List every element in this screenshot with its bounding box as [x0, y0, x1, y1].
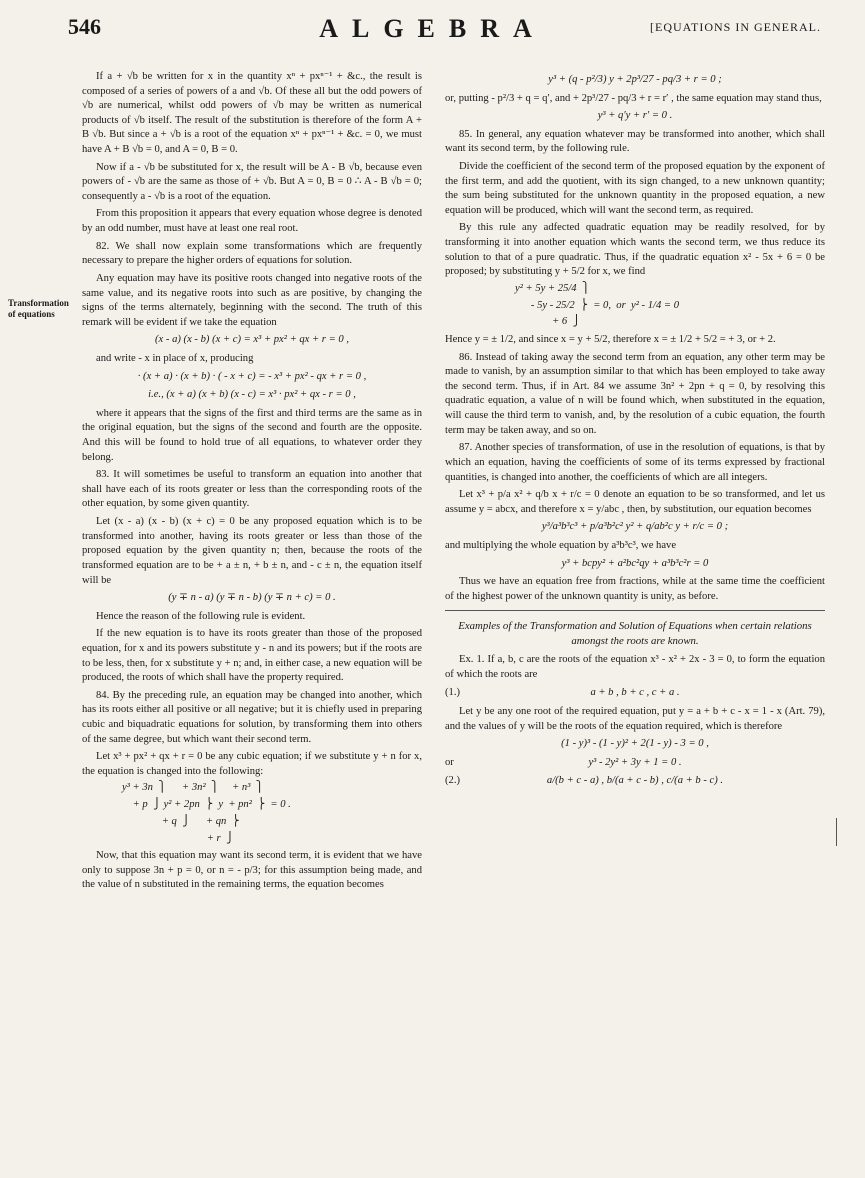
- equation: y² + 5y + 25/4 ⎫: [515, 282, 590, 294]
- equation: y³ + (q - p²/3) y + 2p³/27 - pq/3 + r = 0 ;: [548, 74, 722, 85]
- equation: a/(b + c - a) , b/(a + c - b) , c/(a + b - c) .: [546, 775, 724, 787]
- paragraph: From this proposition it appears that every equation whose degree is denoted by an odd number, must have at least one real root.: [82, 208, 422, 235]
- paragraph: Let x³ + px² + qx + r = 0 be any cubic equation; if we substitute y + n for x, the equation is changed into the following:: [82, 751, 422, 777]
- equation: y³/a³b³c³ + p/a³b²c² y² + q/ab²c y + r/c = 0 ;: [541, 521, 729, 533]
- equation: a + b , b + c , c + a .: [590, 687, 680, 699]
- paragraph: Ex. 1. If a, b, c are the roots of the equation x³ - x² + 2x - 3 = 0, to form the equation of which the roots are: [445, 654, 825, 680]
- labeled-equation: [445, 774, 825, 789]
- paragraph: 83. It will sometimes be useful to transform an equation into another that shall have each of its roots greater or less than the corresponding roots of the other equation, by some given quantity.: [82, 469, 422, 510]
- equation: (y ∓ n - a) (y ∓ n - b) (y ∓ n + c) = 0 .: [168, 592, 336, 604]
- paragraph: 84. By the preceding rule, an equation may be changed into another, which has its roots either all positive or all negative; but it is chiefly used in preparing cubic and biquadratic equations for solution, by transforming them into others of the same degree, but which want their second term.: [82, 689, 422, 745]
- paragraph: If a + √b be written for x in the quantity xⁿ + pxⁿ⁻¹ + &c., the result is composed of a series of powers of a and √b. Of these all but the odd powers of √b are numerical, whilst odd powers of √b may be written as numerical products of √b itself. The result of the substitution is therefore of the form A + B √b. But since a + √b is a root of the equation xⁿ + pxⁿ⁻¹ + &c. = 0, we must have A + B √b = 0, and A = 0, B = 0.: [82, 71, 422, 156]
- equation: (1 - y)³ - (1 - y)² + 2(1 - y) - 3 = 0 ,: [561, 738, 709, 750]
- right-column: [445, 70, 825, 793]
- equation: - 5y - 25/2 ⎬ = 0, or y² - 1/4 = 0: [515, 299, 680, 311]
- section-title: [EQUATIONS IN GENERAL.: [650, 20, 821, 34]
- paragraph: 82. We shall now explain some transformations which are frequently necessary to prepare the higher orders of equations for solution.: [82, 240, 422, 267]
- paragraph: Let (x - a) (x - b) (x + c) = 0 be any proposed equation which is to be transformed into another, having its roots greater or less than those of the proposed equation by the given quantity n; then, because the roots of the transformed equation are to be + a ± n, + b ± n, and - c ± n, the equation itself will be: [82, 516, 422, 586]
- equation: i.e., (x + a) (x + b) (x - c) = x³ · px² + qx - r = 0 ,: [148, 389, 356, 401]
- paragraph: Now if a - √b be substituted for x, the result will be A - B √b, because even powers of - √b are the same as those of + √b. But A = 0, B = 0 ∴ A - B √b = 0; consequently a - √b is a root of the equation.: [82, 161, 422, 202]
- paragraph: Now, that this equation may want its second term, it is evident that we have only to suppose 3n + p = 0, or n = - p/3; for this assumption being made, and the value of n substituted in the remaining terms, the equation becomes: [82, 850, 422, 891]
- paragraph: Let x³ + p/a x² + q/b x + r/c = 0 denote an equation to be so transformed, and let us assume y = abcx, and therefore x = y/abc , then, by substitution, our equation becomes: [445, 489, 825, 515]
- paragraph: Divide the coefficient of the second term of the proposed equation by the exponent of the first term, and add the quotient, with its sign changed, to a new unknown quantity; the sum being substituted for the unknown quantity in the proposed equation, a new equation will be produced, which will want the second term, as required.: [445, 161, 825, 216]
- equation-label: (2.): [445, 775, 461, 787]
- paragraph: Any equation may have its positive roots changed into negative roots of the same value, and its negative roots into such as are positive, by changing the signs of the terms alternately, beginning with the second. The truth of this remark will be evident if we take the equation: [82, 272, 422, 328]
- equation: + r ⎭: [122, 832, 234, 844]
- margin-note: Transformation of equations: [8, 298, 69, 319]
- paragraph: Hence y = ± 1/2, and since x = y + 5/2, therefore x = ± 1/2 + 5/2 = + 3, or + 2.: [445, 334, 776, 346]
- equation: y³ + q′y + r′ = 0 .: [597, 110, 673, 122]
- paragraph: where it appears that the signs of the first and third terms are the same as in the original equation, but the signs of the second and fourth are the opposite. And this will be found to hold true of all equations, to whatever order they belong.: [82, 407, 422, 463]
- paragraph: If the new equation is to have its roots greater than those of the proposed equation, for x and its powers substitute y - n and its powers; but if the roots are to be less, then, for x substitute y + n; and, in either case, a new equation will be produced, the roots of which shall have the property required.: [82, 628, 422, 684]
- labeled-equation: [445, 686, 825, 701]
- section-divider: [445, 610, 825, 611]
- page-header: [0, 14, 865, 54]
- paragraph: Let y be any one root of the required equation, put y = a + b + c - x = 1 - x (Art. 79), and the values of y will be the roots of the equation required, which is therefore: [445, 706, 825, 732]
- equation: y³ + 3n ⎫ + 3n² ⎫ + n³ ⎫: [122, 782, 264, 794]
- equation: y³ - 2y² + 3y + 1 = 0 .: [588, 756, 682, 768]
- equation-label: (1.): [445, 687, 461, 699]
- left-column: [82, 70, 422, 896]
- section-heading: Examples of the Transformation and Solution of Equations when certain relations amongst the roots are known.: [458, 620, 812, 648]
- equation: (x - a) (x - b) (x + c) = x³ + px² + qx + r = 0 ,: [155, 334, 349, 346]
- paragraph: By this rule any adfected quadratic equation may be readily resolved, for by transforming it into another equation which wants the second term, we thus reduce its solution to that of a pure quadratic. Thus, if the quadratic equation x² - 5x + 6 = 0 be proposed; by substituting y + 5/2 for x, we find: [445, 222, 825, 278]
- equation: · (x + a) · (x + b) · ( - x + c) = - x³ + px² - qx + r = 0 ,: [137, 370, 367, 382]
- paragraph: and write - x in place of x, producing: [96, 352, 254, 364]
- equation: y³ + bcpy² + a²bc²qy + a³b³c²r = 0: [561, 557, 709, 569]
- paragraph: or, putting - p²/3 + q = q′, and + 2p³/27 - pq/3 + r = r′ , the same equation may stand thus,: [445, 92, 822, 104]
- equation: + 6 ⎭: [515, 316, 581, 328]
- paragraph: and multiplying the whole equation by a³b³c³, we have: [445, 539, 677, 551]
- paragraph: 85. In general, any equation whatever may be transformed into another, which shall want its second term, by the following rule.: [445, 128, 825, 155]
- equation: + q ⎭ + qn ⎬: [122, 815, 240, 827]
- paragraph: 86. Instead of taking away the second term from an equation, any other term may be made to vanish, by an assumption similar to that which has been employed to take away the second term. Thus, if in Art. 84 we assume 3n² + 2pn + q = 0, by resolving this quadratic equation, a value of n will be found which, when substituted in the equation, will cause the third term to vanish, and, by the resolution of a cubic equation, the fourth term may be taken away, and so on.: [445, 351, 825, 436]
- labeled-equation: [445, 756, 825, 771]
- margin-rule: [836, 818, 837, 846]
- paragraph: Hence the reason of the following rule is evident.: [96, 610, 306, 622]
- paragraph: 87. Another species of transformation, of use in the resolution of equations, is that by which an equation, having the coefficients of some of its terms expressed by fractional quantities, is changed into another, the coefficients of which are all integers.: [445, 442, 825, 483]
- equation-label: or: [445, 756, 454, 768]
- equation: + p ⎭ y² + 2pn ⎬ y + pn² ⎬ = 0 .: [122, 799, 291, 811]
- paragraph: Thus we have an equation free from fractions, while at the same time the coefficient of the highest power of the unknown quantity is unity, as before.: [445, 576, 825, 602]
- running-title: ALGEBRA: [319, 14, 546, 43]
- page-number: 546: [68, 14, 101, 39]
